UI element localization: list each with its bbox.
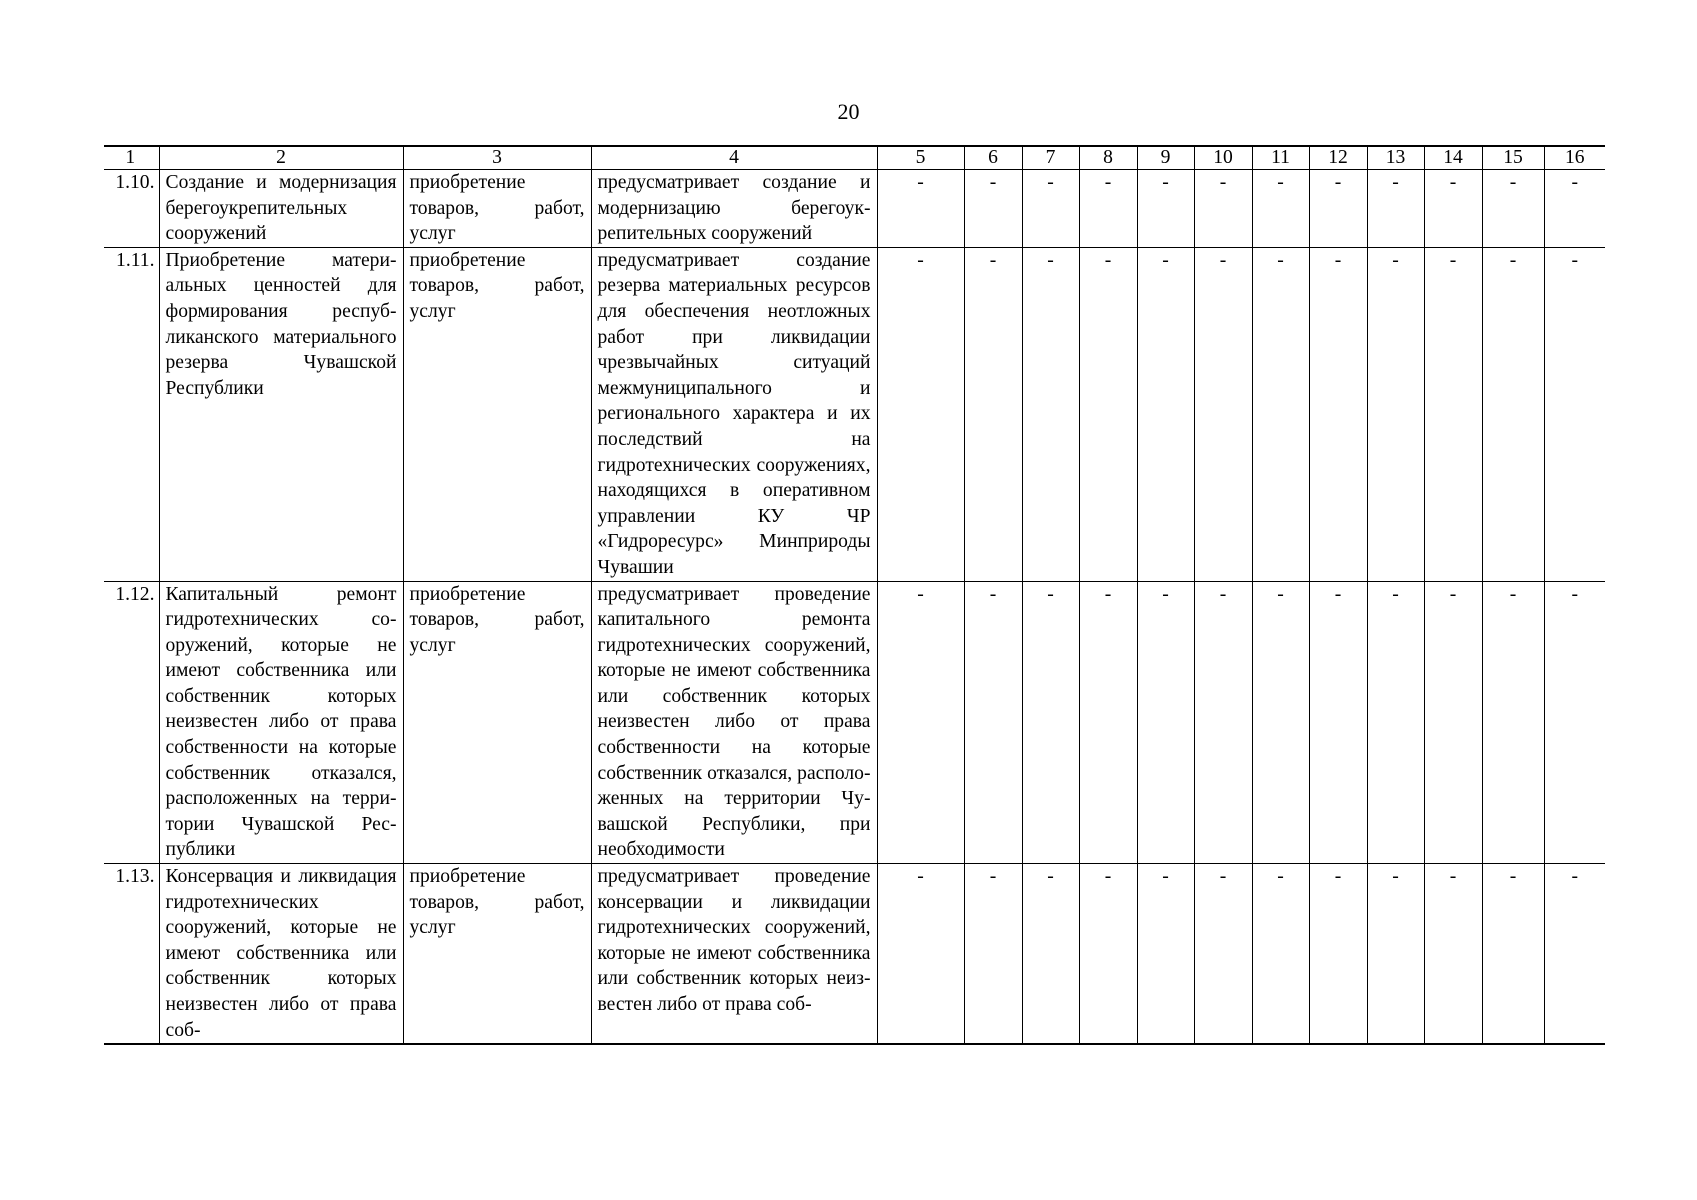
value-cell: - [1252,581,1309,864]
value-cell: - [964,170,1022,248]
value-cell: - [1194,581,1252,864]
column-number: 8 [1079,146,1137,170]
value-cell: - [877,170,964,248]
measure-type: приобретение товаров, работ, услуг [403,170,591,248]
value-cell: - [1309,247,1367,581]
column-number: 9 [1137,146,1194,170]
value-cell: - [1544,247,1605,581]
value-cell: - [1252,170,1309,248]
column-number-row [104,146,1605,170]
table-row [104,170,1605,248]
value-cell: - [1482,247,1544,581]
value-cell: - [1482,864,1544,1045]
value-cell: - [1367,581,1424,864]
value-cell: - [1309,581,1367,864]
value-cell: - [1194,170,1252,248]
value-cell: - [964,247,1022,581]
value-cell: - [877,581,964,864]
value-cell: - [1424,170,1482,248]
value-cell: - [877,247,964,581]
column-number: 4 [591,146,877,170]
column-number: 5 [877,146,964,170]
value-cell: - [1079,247,1137,581]
value-cell: - [1137,170,1194,248]
column-number: 6 [964,146,1022,170]
value-cell: - [1367,170,1424,248]
value-cell: - [1194,864,1252,1045]
column-number: 10 [1194,146,1252,170]
value-cell: - [1137,581,1194,864]
value-cell: - [1424,864,1482,1045]
table-row [104,247,1605,581]
measure-name: Капитальный ремонт гидротехнических сооружений, которые не имеют собственника или собственник которых неизвестен либо от права собственности на которые собственник отказался, расположенных на территории Чувашской Республики [159,581,403,864]
measure-description: предусматривает создание резерва материальных ресурсов для обеспечения неотложных работ при ликвидации чрезвычайных ситуаций межмуниципального и регионального характера и их последствий на гидротехнических сооружениях, находящихся в оперативном управлении КУ ЧР «Гидроресурс» Минприроды Чувашии [591,247,877,581]
measure-type: приобретение товаров, работ, услуг [403,581,591,864]
measure-type: приобретение товаров, работ, услуг [403,864,591,1045]
column-number: 12 [1309,146,1367,170]
row-number: 1.13. [104,864,159,1045]
value-cell: - [1079,581,1137,864]
measure-name: Приобретение материальных ценностей для формирования республиканского материального резерва Чувашской Республики [159,247,403,581]
table-row [104,581,1605,864]
column-number: 13 [1367,146,1424,170]
value-cell: - [1367,247,1424,581]
value-cell: - [1544,864,1605,1045]
value-cell: - [1079,864,1137,1045]
row-number: 1.11. [104,247,159,581]
column-number: 15 [1482,146,1544,170]
column-number: 14 [1424,146,1482,170]
value-cell: - [1022,247,1079,581]
value-cell: - [1544,581,1605,864]
column-number: 3 [403,146,591,170]
value-cell: - [1022,581,1079,864]
measures-table [104,145,1605,1045]
value-cell: - [964,581,1022,864]
value-cell: - [1309,864,1367,1045]
value-cell: - [1022,864,1079,1045]
column-number: 2 [159,146,403,170]
value-cell: - [1367,864,1424,1045]
value-cell: - [1309,170,1367,248]
value-cell: - [1424,581,1482,864]
value-cell: - [1252,864,1309,1045]
value-cell: - [1079,170,1137,248]
measure-description: предусматривает проведение консервации и ликвидации гидротехнических сооружений, которые не имеют собственника или собственник которых неизвестен либо от права соб- [591,864,877,1045]
column-number: 11 [1252,146,1309,170]
value-cell: - [1424,247,1482,581]
row-number: 1.10. [104,170,159,248]
value-cell: - [1252,247,1309,581]
value-cell: - [1482,170,1544,248]
value-cell: - [1137,864,1194,1045]
value-cell: - [877,864,964,1045]
value-cell: - [1022,170,1079,248]
value-cell: - [1544,170,1605,248]
measure-description: предусматривает создание и модернизацию берегоукрепительных сооружений [591,170,877,248]
value-cell: - [1482,581,1544,864]
value-cell: - [964,864,1022,1045]
page-number: 20 [837,99,860,124]
measure-name: Консервация и ликвидация гидротехнических сооружений, которые не имеют собственника или собственник которых неизвестен либо от права соб- [159,864,403,1045]
value-cell: - [1194,247,1252,581]
column-number: 7 [1022,146,1079,170]
column-number: 1 [104,146,159,170]
measure-type: приобретение товаров, работ, услуг [403,247,591,581]
value-cell: - [1137,247,1194,581]
measure-description: предусматривает проведение капитального ремонта гидротехнических сооружений, которые не имеют собственника или собственник которых неизвестен либо от права собственности на которые собственник отказался, расположенных на территории Чувашской Республики, при необходимости [591,581,877,864]
measure-name: Создание и модернизация берегоукрепительных сооружений [159,170,403,248]
column-number: 16 [1544,146,1605,170]
table-row [104,864,1605,1045]
row-number: 1.12. [104,581,159,864]
